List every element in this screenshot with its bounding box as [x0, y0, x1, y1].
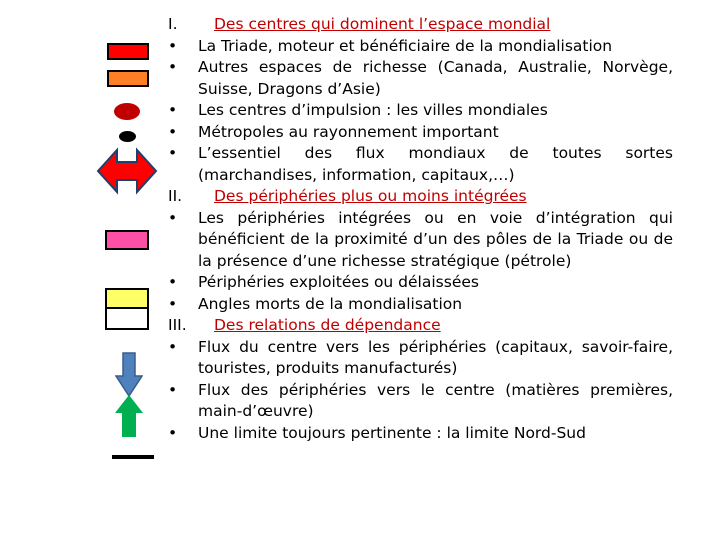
world-city-symbol — [114, 103, 140, 120]
exploited-periphery-symbol — [105, 288, 149, 309]
list-item — [168, 36, 673, 58]
section-heading-1 — [168, 14, 673, 36]
bullet: • — [168, 273, 178, 291]
list-item-text: Une limite toujours pertinente : la limite Nord-Sud — [198, 423, 586, 442]
section-heading-3 — [168, 315, 673, 337]
bullet: • — [168, 208, 178, 227]
section-number: III. — [168, 316, 187, 334]
bullet: • — [168, 36, 178, 55]
bullet: • — [168, 423, 178, 442]
metropolis-symbol — [119, 131, 136, 142]
bullet: • — [168, 294, 178, 313]
list-item-text: Les périphéries intégrées ou en voie d’intégration qui bénéficient de la proximité d’un des pôles de la Triade ou de la présence d’une richesse stratégique (pétrole) — [198, 208, 673, 270]
triade-symbol — [107, 43, 149, 60]
bullet: • — [168, 380, 178, 399]
section-heading-2 — [168, 186, 673, 208]
double-arrow-icon — [96, 147, 158, 195]
list-item — [168, 272, 673, 294]
other-wealth-symbol — [107, 70, 149, 87]
list-item — [168, 294, 673, 316]
section-number: I. — [168, 15, 178, 33]
document-body — [168, 14, 673, 444]
bullet: • — [168, 144, 178, 162]
list-item — [168, 337, 673, 380]
bullet: • — [168, 101, 178, 119]
list-item — [168, 423, 673, 445]
section-number: II. — [168, 187, 183, 205]
list-item-text: Les centres d’impulsion : les villes mondiales — [198, 101, 548, 119]
list-item-text: Métropoles au rayonnement important — [198, 122, 499, 141]
list-item-text: Angles morts de la mondialisation — [198, 294, 463, 313]
bullet: • — [168, 58, 178, 76]
list-item — [168, 122, 673, 144]
arrow-down-icon — [115, 352, 143, 397]
list-item — [168, 100, 673, 122]
list-item — [168, 143, 673, 186]
bullet: • — [168, 337, 178, 356]
list-item-text: Autres espaces de richesse (Canada, Australie, Norvège, Suisse, Dragons d’Asie) — [198, 58, 673, 98]
blind-spot-symbol — [105, 309, 149, 330]
integrated-periphery-symbol — [105, 230, 149, 250]
section-title: Des centres qui dominent l’espace mondial — [214, 15, 551, 33]
list-item-text: Flux des périphéries vers le centre (matières premières, main-d’œuvre) — [198, 380, 673, 420]
list-item — [168, 57, 673, 100]
arrow-up-icon — [114, 394, 144, 438]
list-item-text: L’essentiel des flux mondiaux de toutes sortes (marchandises, information, capitaux,…) — [198, 144, 673, 184]
list-item-text: La Triade, moteur et bénéficiaire de la mondialisation — [198, 36, 613, 55]
section-title: Des périphéries plus ou moins intégrées — [214, 187, 527, 205]
list-item — [168, 380, 673, 423]
list-item — [168, 208, 673, 273]
north-south-limit-line — [112, 455, 154, 459]
bullet: • — [168, 122, 178, 141]
list-item-text: Périphéries exploitées ou délaissées — [198, 273, 479, 291]
legend-symbols — [0, 0, 160, 540]
list-item-text: Flux du centre vers les périphéries (capitaux, savoir-faire, touristes, produits manufacturés) — [198, 337, 673, 377]
section-title: Des relations de dépendance — [214, 316, 441, 334]
